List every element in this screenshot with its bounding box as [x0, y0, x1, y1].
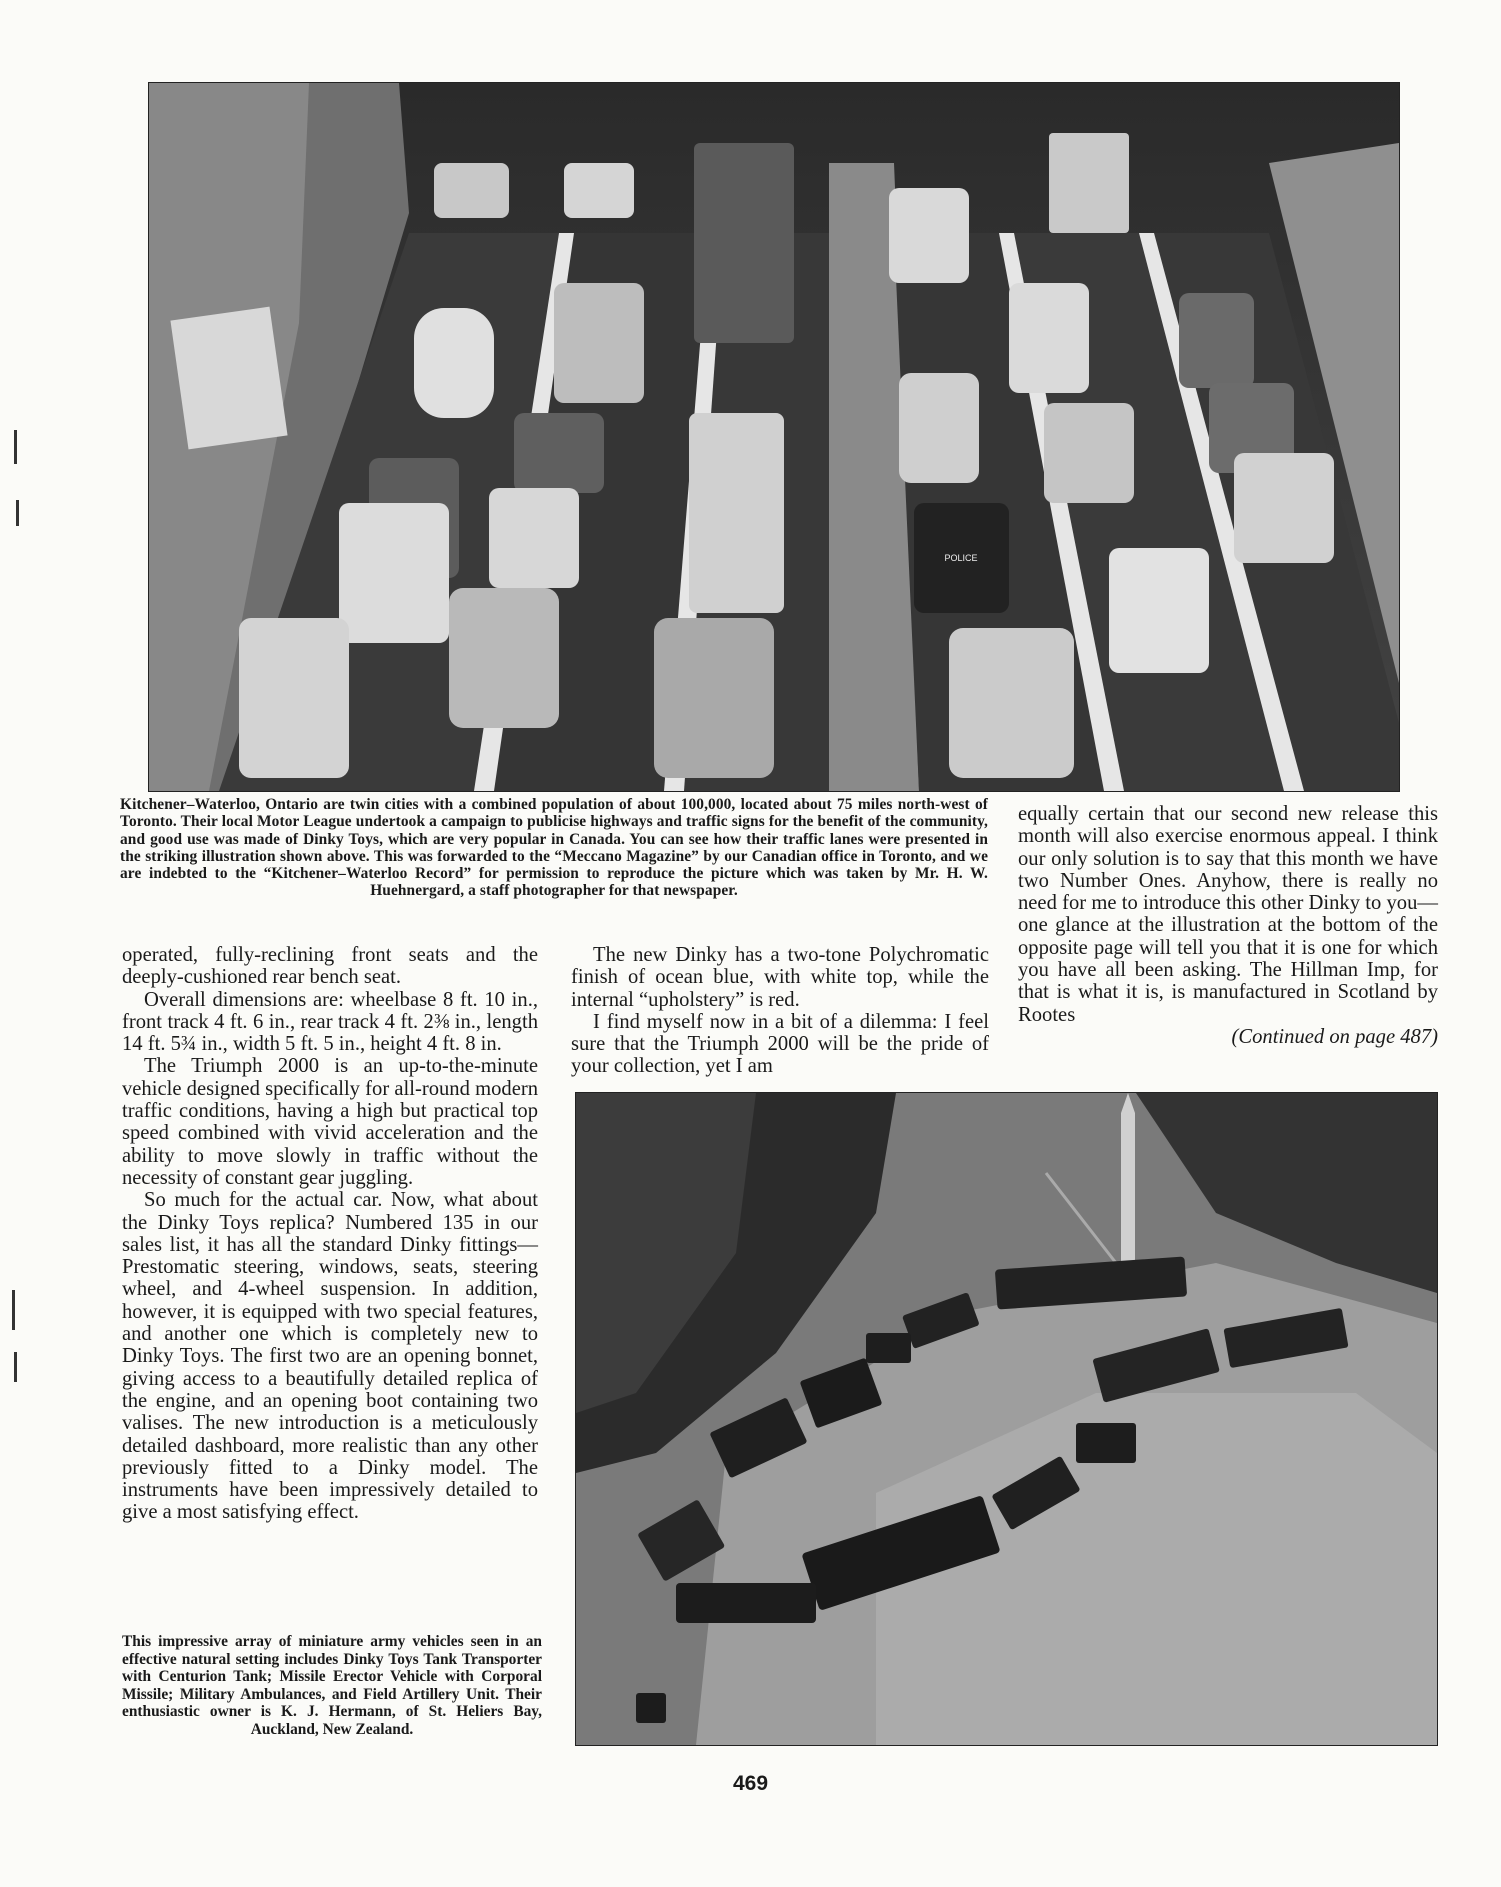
paragraph: The new Dinky has a two-tone Polychromatic finish of ocean blue, with white top, while the internal “upholstery” is red. — [571, 944, 989, 1011]
margin-mark-3 — [12, 1290, 15, 1330]
paragraph: The Triumph 2000 is an up-to-the-minute vehicle designed specifically for all-round modern traffic conditions, having a high but practical top speed combined with vivid acceleration and the ability to move slowly in traffic without the necessity of constant gear juggling. — [122, 1055, 538, 1189]
paragraph: Overall dimensions are: wheelbase 8 ft. 10 in., front track 4 ft. 6 in., rear track 4 ft. 2⅜ in., length 14 ft. 5¾ in., width 5 ft. 5 in., height 4 ft. 8 in. — [122, 988, 538, 1056]
page-number: 469 — [732, 1772, 769, 1795]
margin-mark-1 — [14, 430, 17, 464]
police-label: POLICE — [944, 553, 978, 563]
paragraph: So much for the actual car. Now, what about the Dinky Toys replica? Numbered 135 in our sales list, it has all the standard Dinky fittings—Prestomatic steering, windows, seats, steering wheel, and 4-wheel suspension. In addition, however, it is equipped with two special features, and another one which is completely new to Dinky Toys. The first two are an opening bonnet, giving access to a beautifully detailed replica of the engine, and an opening boot containing two valises. The new introduction is a meticulously detailed dashboard, more realistic than any other previously fitted to a Dinky model. The instruments have been impressively detailed to give a most satisfying effect. — [122, 1189, 538, 1524]
paragraph: I find myself now in a bit of a dilemma: I feel sure that the Triumph 2000 will be the pride of your collection, yet I am — [571, 1010, 989, 1078]
margin-mark-4 — [14, 1352, 17, 1382]
margin-mark-2 — [16, 500, 19, 526]
article-column-1 — [122, 944, 538, 1524]
paragraph: operated, fully-reclining front seats and the deeply-cushioned rear bench seat. — [122, 944, 538, 989]
top-photo-caption: Kitchener–Waterloo, Ontario are twin cities with a combined population of about 100,000, located about 75 miles north-west of Toronto. Their local Motor League undertook a campaign to publicise highways and traffic signs for the benefit of the community, and good use was made of Dinky Toys, which are very popular in Canada. You can see how their traffic lanes were presented in the striking illustration shown above. This was forwarded to the “Meccano Magazine” by our Canadian office in Toronto, and we are indebted to the “Kitchener–Waterloo Record” for permission to reproduce the picture which was taken by Mr. H. W. Huehnergard, a staff photographer for that newspaper. — [120, 796, 988, 900]
paragraph: equally certain that our second new release this month will also exercise enormous appeal. I think our only solution is to say that this month we have two Number Ones. Anyhow, there is really no need for me to introduce this other Dinky to you—one glance at the illustration at the bottom of the opposite page will tell you that it is one for which you have all been asking. The Hillman Imp, for that is what it is, is manufactured in Scotland by Rootes — [1018, 803, 1438, 1026]
article-column-3 — [1018, 803, 1438, 1048]
traffic-lanes-photo — [148, 82, 1400, 792]
article-column-2 — [571, 944, 989, 1078]
bottom-photo-caption: This impressive array of miniature army vehicles seen in an effective natural setting includes Dinky Toys Tank Transporter with Centurion Tank; Missile Erector Vehicle with Corporal Missile; Military Ambulances, and Field Artillery Unit. Their enthusiastic owner is K. J. Hermann, of St. Heliers Bay, Auckland, New Zealand. — [122, 1633, 542, 1738]
continued-note: (Continued on page 487) — [1231, 1025, 1438, 1048]
army-vehicles-photo — [575, 1092, 1438, 1746]
